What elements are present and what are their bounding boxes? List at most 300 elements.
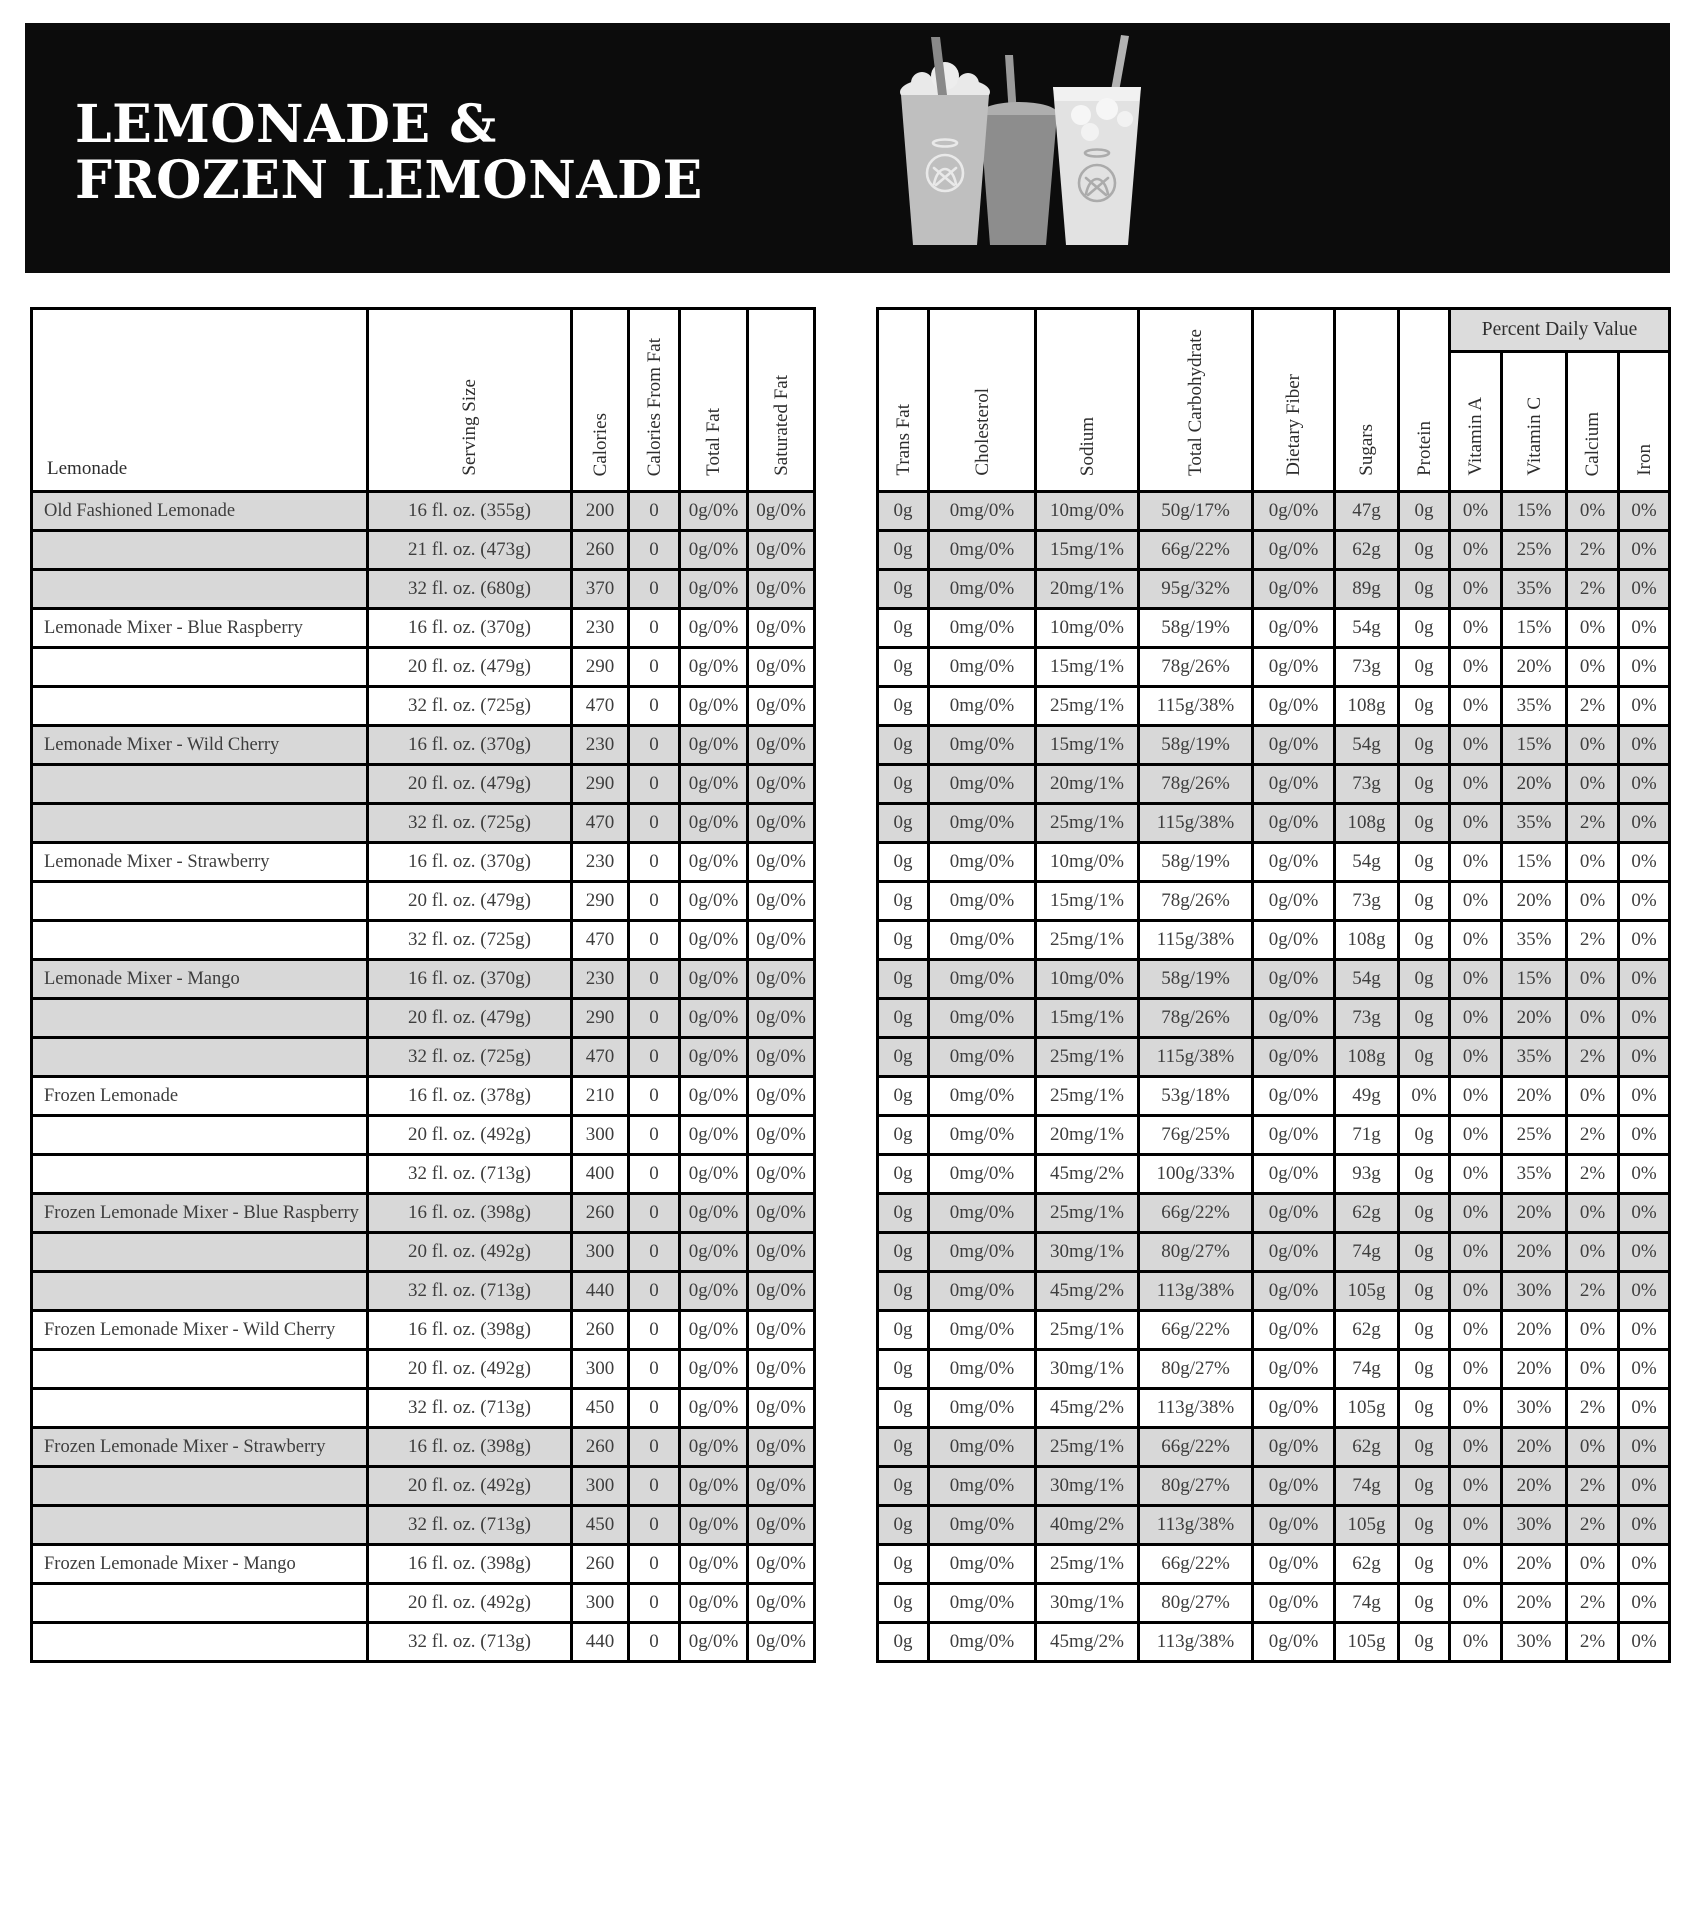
total-fat-cell: 0g/0% [680,570,748,609]
dietary-fiber-cell: 0g/0% [1253,1506,1335,1545]
total-carbohydrate-cell: 58g/19% [1139,726,1253,765]
total-carbohydrate-cell: 58g/19% [1139,960,1253,999]
cholesterol-cell: 0mg/0% [929,765,1036,804]
calcium-cell: 0% [1567,1194,1619,1233]
total-carbohydrate-cell: 115g/38% [1139,1038,1253,1077]
dietary-fiber-cell: 0g/0% [1253,1272,1335,1311]
item-name-cell [32,1467,368,1506]
total-carbohydrate-cell: 115g/38% [1139,687,1253,726]
calcium-cell: 0% [1567,648,1619,687]
calories-cell: 290 [572,882,629,921]
vitamin-c-cell: 35% [1502,804,1567,843]
calcium-cell: 0% [1567,609,1619,648]
sodium-cell: 30mg/1% [1036,1467,1139,1506]
calories-from-fat-cell: 0 [629,1233,680,1272]
protein-cell: 0g [1399,1389,1450,1428]
col-vitamin-c: Vitamin C [1502,352,1567,492]
calcium-cell: 0% [1567,726,1619,765]
sodium-cell: 25mg/1% [1036,1038,1139,1077]
protein-cell: 0g [1399,1506,1450,1545]
vitamin-a-cell: 0% [1450,1545,1502,1584]
saturated-fat-cell: 0g/0% [748,1116,815,1155]
table-row [878,1389,1670,1428]
calcium-cell: 2% [1567,1155,1619,1194]
calories-cell: 440 [572,1623,629,1662]
protein-cell: 0g [1399,1428,1450,1467]
total-carbohydrate-cell: 66g/22% [1139,1311,1253,1350]
calories-from-fat-cell: 0 [629,1584,680,1623]
sodium-cell: 10mg/0% [1036,609,1139,648]
trans-fat-cell: 0g [878,1350,929,1389]
iron-cell: 0% [1619,726,1670,765]
serving-cell: 16 fl. oz. (370g) [368,609,572,648]
protein-cell: 0g [1399,999,1450,1038]
protein-cell: 0g [1399,804,1450,843]
sodium-cell: 15mg/1% [1036,726,1139,765]
calcium-cell: 2% [1567,1623,1619,1662]
iron-cell: 0% [1619,1116,1670,1155]
sodium-cell: 10mg/0% [1036,960,1139,999]
vitamin-c-cell: 15% [1502,843,1567,882]
table-row [32,492,815,531]
saturated-fat-cell: 0g/0% [748,1155,815,1194]
sodium-cell: 45mg/2% [1036,1155,1139,1194]
calories-cell: 210 [572,1077,629,1116]
total-carbohydrate-cell: 113g/38% [1139,1623,1253,1662]
calories-from-fat-cell: 0 [629,1194,680,1233]
vitamin-c-cell: 30% [1502,1272,1567,1311]
iron-cell: 0% [1619,804,1670,843]
calories-cell: 370 [572,570,629,609]
table-row [32,1194,815,1233]
trans-fat-cell: 0g [878,1311,929,1350]
calories-from-fat-cell: 0 [629,1467,680,1506]
trans-fat-cell: 0g [878,999,929,1038]
calories-from-fat-cell: 0 [629,1311,680,1350]
total-carbohydrate-cell: 78g/26% [1139,765,1253,804]
table-row [32,1584,815,1623]
row-label-header: Lemonade [32,309,368,492]
sugars-cell: 74g [1335,1467,1399,1506]
table-row [32,531,815,570]
total-carbohydrate-cell: 66g/22% [1139,1545,1253,1584]
vitamin-c-cell: 25% [1502,531,1567,570]
calories-from-fat-cell: 0 [629,570,680,609]
sodium-cell: 15mg/1% [1036,648,1139,687]
trans-fat-cell: 0g [878,726,929,765]
calcium-cell: 2% [1567,1584,1619,1623]
protein-cell: 0g [1399,1233,1450,1272]
table-row [878,1506,1670,1545]
trans-fat-cell: 0g [878,1545,929,1584]
serving-cell: 16 fl. oz. (355g) [368,492,572,531]
col-trans-fat: Trans Fat [878,309,929,492]
vitamin-a-cell: 0% [1450,726,1502,765]
total-carbohydrate-cell: 76g/25% [1139,1116,1253,1155]
trans-fat-cell: 0g [878,921,929,960]
item-name-cell [32,882,368,921]
table-row [32,882,815,921]
vitamin-a-cell: 0% [1450,765,1502,804]
calories-cell: 260 [572,1311,629,1350]
col-calories: Calories [572,309,629,492]
calcium-cell: 2% [1567,1038,1619,1077]
serving-cell: 20 fl. oz. (479g) [368,765,572,804]
iron-cell: 0% [1619,843,1670,882]
serving-cell: 32 fl. oz. (713g) [368,1272,572,1311]
calories-from-fat-cell: 0 [629,1623,680,1662]
vitamin-c-cell: 35% [1502,570,1567,609]
table-row [32,648,815,687]
total-carbohydrate-cell: 78g/26% [1139,882,1253,921]
trans-fat-cell: 0g [878,960,929,999]
sodium-cell: 45mg/2% [1036,1389,1139,1428]
calories-cell: 300 [572,1350,629,1389]
calories-cell: 470 [572,804,629,843]
cholesterol-cell: 0mg/0% [929,1389,1036,1428]
table-row [878,1077,1670,1116]
iron-cell: 0% [1619,1350,1670,1389]
calcium-cell: 0% [1567,843,1619,882]
sugars-cell: 73g [1335,999,1399,1038]
cholesterol-cell: 0mg/0% [929,1350,1036,1389]
trans-fat-cell: 0g [878,804,929,843]
trans-fat-cell: 0g [878,609,929,648]
protein-cell: 0g [1399,1194,1450,1233]
cholesterol-cell: 0mg/0% [929,492,1036,531]
sugars-cell: 54g [1335,609,1399,648]
calories-from-fat-cell: 0 [629,843,680,882]
table-row [32,921,815,960]
saturated-fat-cell: 0g/0% [748,1545,815,1584]
total-carbohydrate-cell: 113g/38% [1139,1272,1253,1311]
serving-cell: 32 fl. oz. (680g) [368,570,572,609]
sugars-cell: 62g [1335,1194,1399,1233]
dietary-fiber-cell: 0g/0% [1253,1038,1335,1077]
dietary-fiber-cell: 0g/0% [1253,843,1335,882]
trans-fat-cell: 0g [878,1077,929,1116]
saturated-fat-cell: 0g/0% [748,1389,815,1428]
total-carbohydrate-cell: 115g/38% [1139,804,1253,843]
serving-cell: 16 fl. oz. (398g) [368,1428,572,1467]
table-row [32,1467,815,1506]
col-cholesterol: Cholesterol [929,309,1036,492]
vitamin-c-cell: 20% [1502,1545,1567,1584]
sugars-cell: 105g [1335,1272,1399,1311]
total-fat-cell: 0g/0% [680,765,748,804]
total-fat-cell: 0g/0% [680,1428,748,1467]
saturated-fat-cell: 0g/0% [748,1428,815,1467]
sodium-cell: 20mg/1% [1036,570,1139,609]
calories-from-fat-cell: 0 [629,1389,680,1428]
table-row [32,804,815,843]
table-row [878,1038,1670,1077]
serving-cell: 20 fl. oz. (492g) [368,1116,572,1155]
calories-cell: 300 [572,1584,629,1623]
saturated-fat-cell: 0g/0% [748,1272,815,1311]
saturated-fat-cell: 0g/0% [748,1350,815,1389]
protein-cell: 0g [1399,1467,1450,1506]
iron-cell: 0% [1619,1233,1670,1272]
vitamin-a-cell: 0% [1450,1623,1502,1662]
item-name-cell [32,570,368,609]
saturated-fat-cell: 0g/0% [748,921,815,960]
table-row [878,1428,1670,1467]
sugars-cell: 108g [1335,921,1399,960]
saturated-fat-cell: 0g/0% [748,1506,815,1545]
saturated-fat-cell: 0g/0% [748,765,815,804]
total-fat-cell: 0g/0% [680,1077,748,1116]
sugars-cell: 108g [1335,1038,1399,1077]
serving-cell: 16 fl. oz. (370g) [368,960,572,999]
col-serving-size: Serving Size [368,309,572,492]
calcium-cell: 0% [1567,1545,1619,1584]
table-row [878,570,1670,609]
dietary-fiber-cell: 0g/0% [1253,921,1335,960]
total-carbohydrate-cell: 58g/19% [1139,843,1253,882]
total-fat-cell: 0g/0% [680,1545,748,1584]
serving-cell: 21 fl. oz. (473g) [368,531,572,570]
protein-cell: 0g [1399,882,1450,921]
sodium-cell: 25mg/1% [1036,1194,1139,1233]
saturated-fat-cell: 0g/0% [748,1467,815,1506]
serving-cell: 20 fl. oz. (492g) [368,1233,572,1272]
dietary-fiber-cell: 0g/0% [1253,882,1335,921]
vitamin-c-cell: 20% [1502,1467,1567,1506]
protein-cell: 0g [1399,492,1450,531]
table-row [878,1194,1670,1233]
table-row [32,1038,815,1077]
sugars-cell: 74g [1335,1584,1399,1623]
dietary-fiber-cell: 0g/0% [1253,1116,1335,1155]
trans-fat-cell: 0g [878,1233,929,1272]
protein-cell: 0g [1399,1545,1450,1584]
iron-cell: 0% [1619,648,1670,687]
iron-cell: 0% [1619,1584,1670,1623]
calcium-cell: 2% [1567,1467,1619,1506]
calories-from-fat-cell: 0 [629,1077,680,1116]
saturated-fat-cell: 0g/0% [748,1623,815,1662]
calories-from-fat-cell: 0 [629,999,680,1038]
sugars-cell: 74g [1335,1350,1399,1389]
page-title-line2: FROZEN LEMONADE [75,150,703,212]
vitamin-c-cell: 20% [1502,882,1567,921]
calories-from-fat-cell: 0 [629,1038,680,1077]
sodium-cell: 20mg/1% [1036,1116,1139,1155]
vitamin-a-cell: 0% [1450,1467,1502,1506]
calcium-cell: 0% [1567,1311,1619,1350]
serving-cell: 32 fl. oz. (713g) [368,1506,572,1545]
dietary-fiber-cell: 0g/0% [1253,609,1335,648]
calories-from-fat-cell: 0 [629,765,680,804]
serving-cell: 32 fl. oz. (713g) [368,1389,572,1428]
protein-cell: 0g [1399,1038,1450,1077]
calcium-cell: 2% [1567,1116,1619,1155]
total-carbohydrate-cell: 80g/27% [1139,1467,1253,1506]
calories-cell: 300 [572,1467,629,1506]
vitamin-c-cell: 20% [1502,999,1567,1038]
sodium-cell: 25mg/1% [1036,1545,1139,1584]
total-carbohydrate-cell: 80g/27% [1139,1350,1253,1389]
vitamin-a-cell: 0% [1450,648,1502,687]
table-row [878,1155,1670,1194]
table-row [32,1389,815,1428]
item-name-cell: Lemonade Mixer - Wild Cherry [32,726,368,765]
calcium-cell: 2% [1567,687,1619,726]
dietary-fiber-cell: 0g/0% [1253,1233,1335,1272]
serving-cell: 32 fl. oz. (725g) [368,687,572,726]
table-row [32,999,815,1038]
total-fat-cell: 0g/0% [680,1194,748,1233]
calories-from-fat-cell: 0 [629,1506,680,1545]
serving-cell: 32 fl. oz. (725g) [368,1038,572,1077]
item-name-cell: Lemonade Mixer - Blue Raspberry [32,609,368,648]
vitamin-a-cell: 0% [1450,1194,1502,1233]
protein-cell: 0g [1399,1272,1450,1311]
item-name-cell: Frozen Lemonade Mixer - Strawberry [32,1428,368,1467]
protein-cell: 0g [1399,1116,1450,1155]
item-name-cell [32,1272,368,1311]
item-name-cell [32,804,368,843]
calories-from-fat-cell: 0 [629,687,680,726]
protein-cell: 0g [1399,726,1450,765]
table-row [878,1233,1670,1272]
vitamin-a-cell: 0% [1450,1506,1502,1545]
iron-cell: 0% [1619,609,1670,648]
item-name-cell [32,921,368,960]
sodium-cell: 20mg/1% [1036,765,1139,804]
calories-cell: 230 [572,609,629,648]
iron-cell: 0% [1619,1194,1670,1233]
right-cup [1053,35,1141,245]
table-row [878,843,1670,882]
vitamin-c-cell: 15% [1502,492,1567,531]
saturated-fat-cell: 0g/0% [748,687,815,726]
table-row [878,609,1670,648]
table-row [32,960,815,999]
col-total-fat: Total Fat [680,309,748,492]
protein-cell: 0g [1399,960,1450,999]
dietary-fiber-cell: 0g/0% [1253,1350,1335,1389]
calories-cell: 230 [572,726,629,765]
iron-cell: 0% [1619,1623,1670,1662]
dietary-fiber-cell: 0g/0% [1253,492,1335,531]
nutrition-table-right [876,307,1671,1663]
calories-from-fat-cell: 0 [629,1155,680,1194]
calories-from-fat-cell: 0 [629,1272,680,1311]
dietary-fiber-cell: 0g/0% [1253,570,1335,609]
total-fat-cell: 0g/0% [680,687,748,726]
protein-cell: 0g [1399,609,1450,648]
vitamin-c-cell: 30% [1502,1389,1567,1428]
sugars-cell: 62g [1335,1428,1399,1467]
cholesterol-cell: 0mg/0% [929,1428,1036,1467]
total-carbohydrate-cell: 113g/38% [1139,1389,1253,1428]
sodium-cell: 15mg/1% [1036,531,1139,570]
calories-from-fat-cell: 0 [629,804,680,843]
iron-cell: 0% [1619,1272,1670,1311]
col-total-carbohydrate: Total Carbohydrate [1139,309,1253,492]
sodium-cell: 25mg/1% [1036,804,1139,843]
table-row [32,726,815,765]
item-name-cell: Frozen Lemonade Mixer - Mango [32,1545,368,1584]
calories-from-fat-cell: 0 [629,492,680,531]
item-name-cell [32,1623,368,1662]
vitamin-c-cell: 20% [1502,1350,1567,1389]
iron-cell: 0% [1619,1545,1670,1584]
table-row [32,1155,815,1194]
table-row [878,1116,1670,1155]
vitamin-a-cell: 0% [1450,921,1502,960]
header-row-left [32,309,815,492]
table-row [878,687,1670,726]
cholesterol-cell: 0mg/0% [929,921,1036,960]
dietary-fiber-cell: 0g/0% [1253,1584,1335,1623]
vitamin-c-cell: 35% [1502,1038,1567,1077]
calories-cell: 470 [572,687,629,726]
saturated-fat-cell: 0g/0% [748,726,815,765]
table-row [32,1545,815,1584]
vitamin-a-cell: 0% [1450,1272,1502,1311]
vitamin-c-cell: 20% [1502,1077,1567,1116]
iron-cell: 0% [1619,531,1670,570]
total-fat-cell: 0g/0% [680,960,748,999]
total-carbohydrate-cell: 100g/33% [1139,1155,1253,1194]
calories-from-fat-cell: 0 [629,882,680,921]
calcium-cell: 2% [1567,570,1619,609]
saturated-fat-cell: 0g/0% [748,609,815,648]
item-name-cell: Frozen Lemonade [32,1077,368,1116]
item-name-cell [32,765,368,804]
total-fat-cell: 0g/0% [680,1038,748,1077]
calories-from-fat-cell: 0 [629,726,680,765]
sodium-cell: 25mg/1% [1036,1428,1139,1467]
serving-cell: 16 fl. oz. (398g) [368,1311,572,1350]
cholesterol-cell: 0mg/0% [929,570,1036,609]
lemonade-cups-image [885,35,1185,260]
trans-fat-cell: 0g [878,1584,929,1623]
left-cup [900,37,990,245]
calories-from-fat-cell: 0 [629,1350,680,1389]
table-row [878,882,1670,921]
sodium-cell: 25mg/1% [1036,687,1139,726]
table-row [32,843,815,882]
cholesterol-cell: 0mg/0% [929,1311,1036,1350]
total-fat-cell: 0g/0% [680,1116,748,1155]
saturated-fat-cell: 0g/0% [748,1233,815,1272]
cholesterol-cell: 0mg/0% [929,843,1036,882]
vitamin-a-cell: 0% [1450,687,1502,726]
sugars-cell: 54g [1335,726,1399,765]
serving-cell: 20 fl. oz. (479g) [368,882,572,921]
total-carbohydrate-cell: 80g/27% [1139,1584,1253,1623]
total-fat-cell: 0g/0% [680,1389,748,1428]
table-row [32,1116,815,1155]
calories-cell: 260 [572,1545,629,1584]
trans-fat-cell: 0g [878,765,929,804]
calcium-cell: 2% [1567,921,1619,960]
total-fat-cell: 0g/0% [680,1311,748,1350]
calories-from-fat-cell: 0 [629,921,680,960]
sodium-cell: 10mg/0% [1036,492,1139,531]
total-fat-cell: 0g/0% [680,1623,748,1662]
protein-cell: 0g [1399,921,1450,960]
sugars-cell: 105g [1335,1623,1399,1662]
middle-cup [980,55,1057,245]
sugars-cell: 108g [1335,804,1399,843]
saturated-fat-cell: 0g/0% [748,960,815,999]
cholesterol-cell: 0mg/0% [929,1272,1036,1311]
